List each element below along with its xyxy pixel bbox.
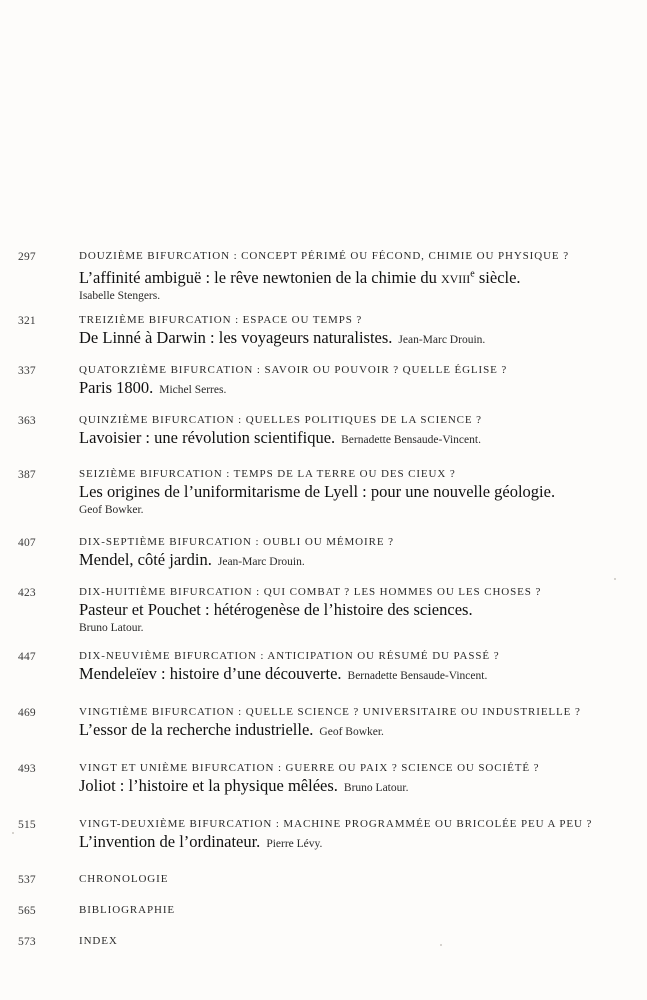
chapter-title-line [79,264,619,289]
chapter-title-line [79,482,619,503]
chapter-title: L’invention de l’ordinateur. [79,832,261,851]
entry-content [79,760,619,798]
entry-content [79,704,619,742]
toc-entry [0,648,647,704]
toc-entry [0,466,647,534]
chapter-title: Joliot : l’histoire et la physique mêlées. [79,776,338,795]
entry-content [79,312,619,350]
chapter-title: Pasteur et Pouchet : hétérogenèse de l’histoire des sciences. [79,600,473,619]
chapter-title-line [79,832,619,854]
toc-entry [0,704,647,760]
century-numeral: xviii [440,267,471,287]
chapter-author: Geof Bowker. [319,726,384,738]
toc-entry [0,362,647,412]
page-number: 447 [18,651,36,663]
chapter-title-line [79,378,619,400]
chapter-title: De Linné à Darwin : les voyageurs naturalistes. [79,328,393,347]
bifurcation-heading: QUINZIÈME BIFURCATION : QUELLES POLITIQUES DE LA SCIENCE ? [79,414,482,426]
paper-speck [440,944,442,946]
bifurcation-heading: DIX-NEUVIÈME BIFURCATION : ANTICIPATION OU RÉSUMÉ DU PASSÉ ? [79,650,500,662]
chapter-title-line [79,776,619,798]
entry-content [79,902,619,918]
table-of-contents [0,248,647,964]
bifurcation-heading: QUATORZIÈME BIFURCATION : SAVOIR OU POUVOIR ? QUELLE ÉGLISE ? [79,364,508,376]
chapter-title: Paris 1800. [79,378,154,397]
page-number: 573 [18,936,36,948]
chapter-title-line [79,600,619,621]
bifurcation-heading: TREIZIÈME BIFURCATION : ESPACE OU TEMPS ? [79,314,363,326]
chapter-author: Jean-Marc Drouin. [217,556,305,568]
entry-content [79,534,619,572]
page-number: 321 [18,315,36,327]
chapter-title: Les origines de l’uniformitarisme de Lyell : pour une nouvelle géologie. [79,482,556,501]
toc-appendix-entry [0,933,647,964]
toc-entry [0,816,647,871]
bifurcation-heading: SEIZIÈME BIFURCATION : TEMPS DE LA TERRE OU DES CIEUX ? [79,468,456,480]
bifurcation-heading: DIX-SEPTIÈME BIFURCATION : OUBLI OU MÉMOIRE ? [79,536,394,548]
toc-entry [0,248,647,312]
chapter-author: Bruno Latour. [343,782,409,794]
chapter-title-end: siècle. [474,267,521,287]
entry-content [79,412,619,450]
chapter-title-line [79,328,619,350]
appendix-heading: CHRONOLOGIE [79,873,169,885]
toc-entry [0,760,647,816]
chapter-author: Michel Serres. [159,384,227,396]
chapter-author: Geof Bowker. [79,504,144,516]
paper-speck [12,832,14,834]
paper-speck [614,578,616,580]
bifurcation-heading: VINGT ET UNIÈME BIFURCATION : GUERRE OU PAIX ? SCIENCE OU SOCIÉTÉ ? [79,762,540,774]
page-number: 537 [18,874,36,886]
toc-appendix-entry [0,902,647,933]
chapter-title: Lavoisier : une révolution scientifique. [79,428,336,447]
toc-entry [0,584,647,648]
entry-content [79,466,619,517]
bifurcation-heading: VINGT-DEUXIÈME BIFURCATION : MACHINE PROGRAMMÉE OU BRICOLÉE PEU A PEU ? [79,818,593,830]
toc-appendix-entry [0,871,647,902]
toc-entry [0,534,647,584]
chapter-author: Jean-Marc Drouin. [398,334,486,346]
page-number: 515 [18,819,36,831]
entry-content [79,362,619,400]
appendix-heading: BIBLIOGRAPHIE [79,904,176,916]
chapter-title [79,268,521,287]
page-number: 363 [18,415,36,427]
entry-content [79,584,619,635]
bifurcation-heading: VINGTIÈME BIFURCATION : QUELLE SCIENCE ? UNIVERSITAIRE OU INDUSTRIELLE ? [79,706,581,718]
chapter-author: Bruno Latour. [79,622,144,634]
chapter-title-line [79,428,619,450]
page-number: 337 [18,365,36,377]
page-number: 297 [18,251,36,263]
appendix-heading: INDEX [79,935,118,947]
century-superscript: e [470,268,475,279]
page-number: 469 [18,707,36,719]
entry-content [79,648,619,686]
chapter-title-text: L’affinité ambiguë : le rêve newtonien de la chimie du [79,267,441,287]
chapter-title: Mendel, côté jardin. [79,550,212,569]
entry-content [79,248,619,303]
chapter-author: Bernadette Bensaude-Vincent. [341,434,481,446]
toc-entry [0,412,647,466]
chapter-title-line [79,550,619,572]
bifurcation-heading: DOUZIÈME BIFURCATION : CONCEPT PÉRIMÉ OU FÉCOND, CHIMIE OU PHYSIQUE ? [79,250,569,262]
entry-content [79,933,619,949]
chapter-title-line [79,720,619,742]
chapter-title: Mendeleïev : histoire d’une découverte. [79,664,342,683]
page-number: 423 [18,587,36,599]
page-number: 565 [18,905,36,917]
entry-content [79,871,619,887]
page-number: 493 [18,763,36,775]
chapter-author: Bernadette Bensaude-Vincent. [347,670,488,682]
page-number: 407 [18,537,36,549]
chapter-title: L’essor de la recherche industrielle. [79,720,314,739]
toc-entry [0,312,647,362]
chapter-author: Pierre Lévy. [266,838,323,850]
chapter-title-line [79,664,619,686]
chapter-author: Isabelle Stengers. [79,289,161,302]
entry-content [79,816,619,854]
bifurcation-heading: DIX-HUITIÈME BIFURCATION : QUI COMBAT ? LES HOMMES OU LES CHOSES ? [79,586,542,598]
page-number: 387 [18,469,36,481]
